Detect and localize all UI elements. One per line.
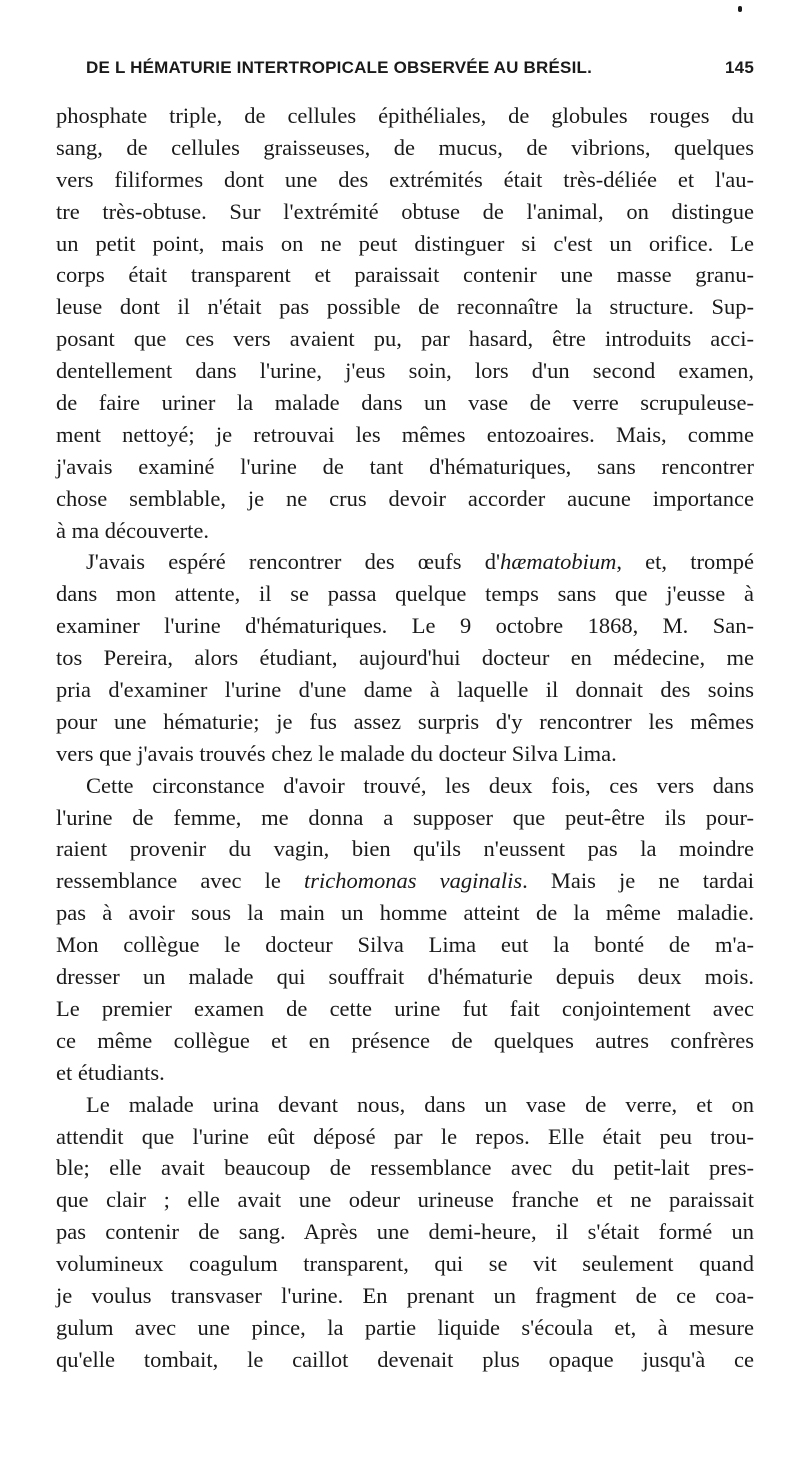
text-line: je voulus transvaser l'urine. En prenant un fragment de ce coa- xyxy=(56,1282,754,1308)
text-line: examiner l'urine d'hématuriques. Le 9 octobre 1868, M. San- xyxy=(56,613,754,639)
text-line xyxy=(56,865,754,897)
text-line: de faire uriner la malade dans un vase de verre scrupuleuse- xyxy=(56,390,754,416)
paragraph xyxy=(56,546,754,769)
text-segment: , et, trompé xyxy=(616,549,754,575)
text-line: corps était transparent et paraissait contenir une masse granu- xyxy=(56,262,754,288)
paragraph xyxy=(56,1089,754,1376)
text-line: pas contenir de sang. Après une demi-heure, il s'était formé un xyxy=(56,1219,754,1245)
text-line: tos Pereira, alors étudiant, aujourd'hui docteur en médecine, me xyxy=(56,645,754,671)
text-line: j'avais examiné l'urine de tant d'hématuriques, sans rencontrer xyxy=(56,453,754,479)
text-line: pria d'examiner l'urine d'une dame à laquelle il donnait des soins xyxy=(56,677,754,703)
text-segment: . Mais je ne tardai xyxy=(522,868,755,894)
paragraph xyxy=(56,100,754,546)
text-line: ment nettoyé; je retrouvai les mêmes entozoaires. Mais, comme xyxy=(56,421,754,447)
text-line: pas à avoir sous la main un homme atteint de la même maladie. xyxy=(56,900,754,926)
running-title: DE L HÉMATURIE INTERTROPICALE OBSERVÉE AU BRÉSIL. xyxy=(86,58,592,77)
text-line: Le malade urina devant nous, dans un vase de verre, et on xyxy=(86,1091,754,1117)
italic-term: trichomonas vaginalis xyxy=(304,868,523,894)
text-line: Mon collègue le docteur Silva Lima eut la bonté de m'a- xyxy=(56,932,754,958)
text-line: dans mon attente, il se passa quelque temps sans que j'eusse à xyxy=(56,581,754,607)
text-line: qu'elle tombait, le caillot devenait plus opaque jusqu'à ce xyxy=(56,1346,754,1372)
text-line: gulum avec une pince, la partie liquide s'écoula et, à mesure xyxy=(56,1314,754,1340)
text-line: ble; elle avait beaucoup de ressemblance avec du petit-lait pres- xyxy=(56,1155,754,1181)
text-line: vers filiformes dont une des extrémités était très-déliée et l'au- xyxy=(56,166,754,192)
text-line: volumineux coagulum transparent, qui se vit seulement quand xyxy=(56,1251,754,1277)
text-line: et étudiants. xyxy=(56,1059,165,1085)
print-speck xyxy=(738,6,742,12)
body-text xyxy=(56,100,754,1376)
text-line: attendit que l'urine eût déposé par le repos. Elle était peu trou- xyxy=(56,1123,754,1149)
text-segment: ressemblance avec le xyxy=(56,868,305,894)
text-line: que clair ; elle avait une odeur urineuse franche et ne paraissait xyxy=(56,1187,754,1213)
text-segment: J'avais espéré rencontrer des œufs d' xyxy=(86,549,501,575)
text-line: dentellement dans l'urine, j'eus soin, lors d'un second examen, xyxy=(56,358,754,384)
text-line: vers que j'avais trouvés chez le malade du docteur Silva Lima. xyxy=(56,740,617,766)
text-line: raient provenir du vagin, bien qu'ils n'eussent pas la moindre xyxy=(56,836,754,862)
text-line: l'urine de femme, me donna a supposer que peut-être ils pour- xyxy=(56,804,754,830)
running-header xyxy=(86,58,754,84)
text-line: ce même collègue et en présence de quelques autres confrères xyxy=(56,1027,754,1053)
text-line: phosphate triple, de cellules épithéliales, de globules rouges du xyxy=(56,103,754,128)
text-line: Cette circonstance d'avoir trouvé, les deux fois, ces vers dans xyxy=(86,772,754,798)
text-line: dresser un malade qui souffrait d'hématurie depuis deux mois. xyxy=(56,964,754,990)
text-line xyxy=(56,546,754,578)
italic-term: hæmatobium xyxy=(500,549,617,575)
text-line: sang, de cellules graisseuses, de mucus, de vibrions, quelques xyxy=(56,134,754,160)
paragraph xyxy=(56,770,754,1089)
page-number: 145 xyxy=(725,58,754,77)
text-line: leuse dont il n'était pas possible de reconnaître la structure. Sup- xyxy=(56,294,754,320)
text-line: tre très-obtuse. Sur l'extrémité obtuse de l'animal, on distingue xyxy=(56,198,754,224)
text-line: un petit point, mais on ne peut distinguer si c'est un orifice. Le xyxy=(56,230,754,256)
text-line: Le premier examen de cette urine fut fait conjointement avec xyxy=(56,995,754,1021)
text-line: à ma découverte. xyxy=(56,517,210,543)
text-line: pour une hématurie; je fus assez surpris d'y rencontrer les mêmes xyxy=(56,708,754,734)
text-line: posant que ces vers avaient pu, par hasard, être introduits acci- xyxy=(56,326,754,352)
text-line: chose semblable, je ne crus devoir accorder aucune importance xyxy=(56,485,754,511)
